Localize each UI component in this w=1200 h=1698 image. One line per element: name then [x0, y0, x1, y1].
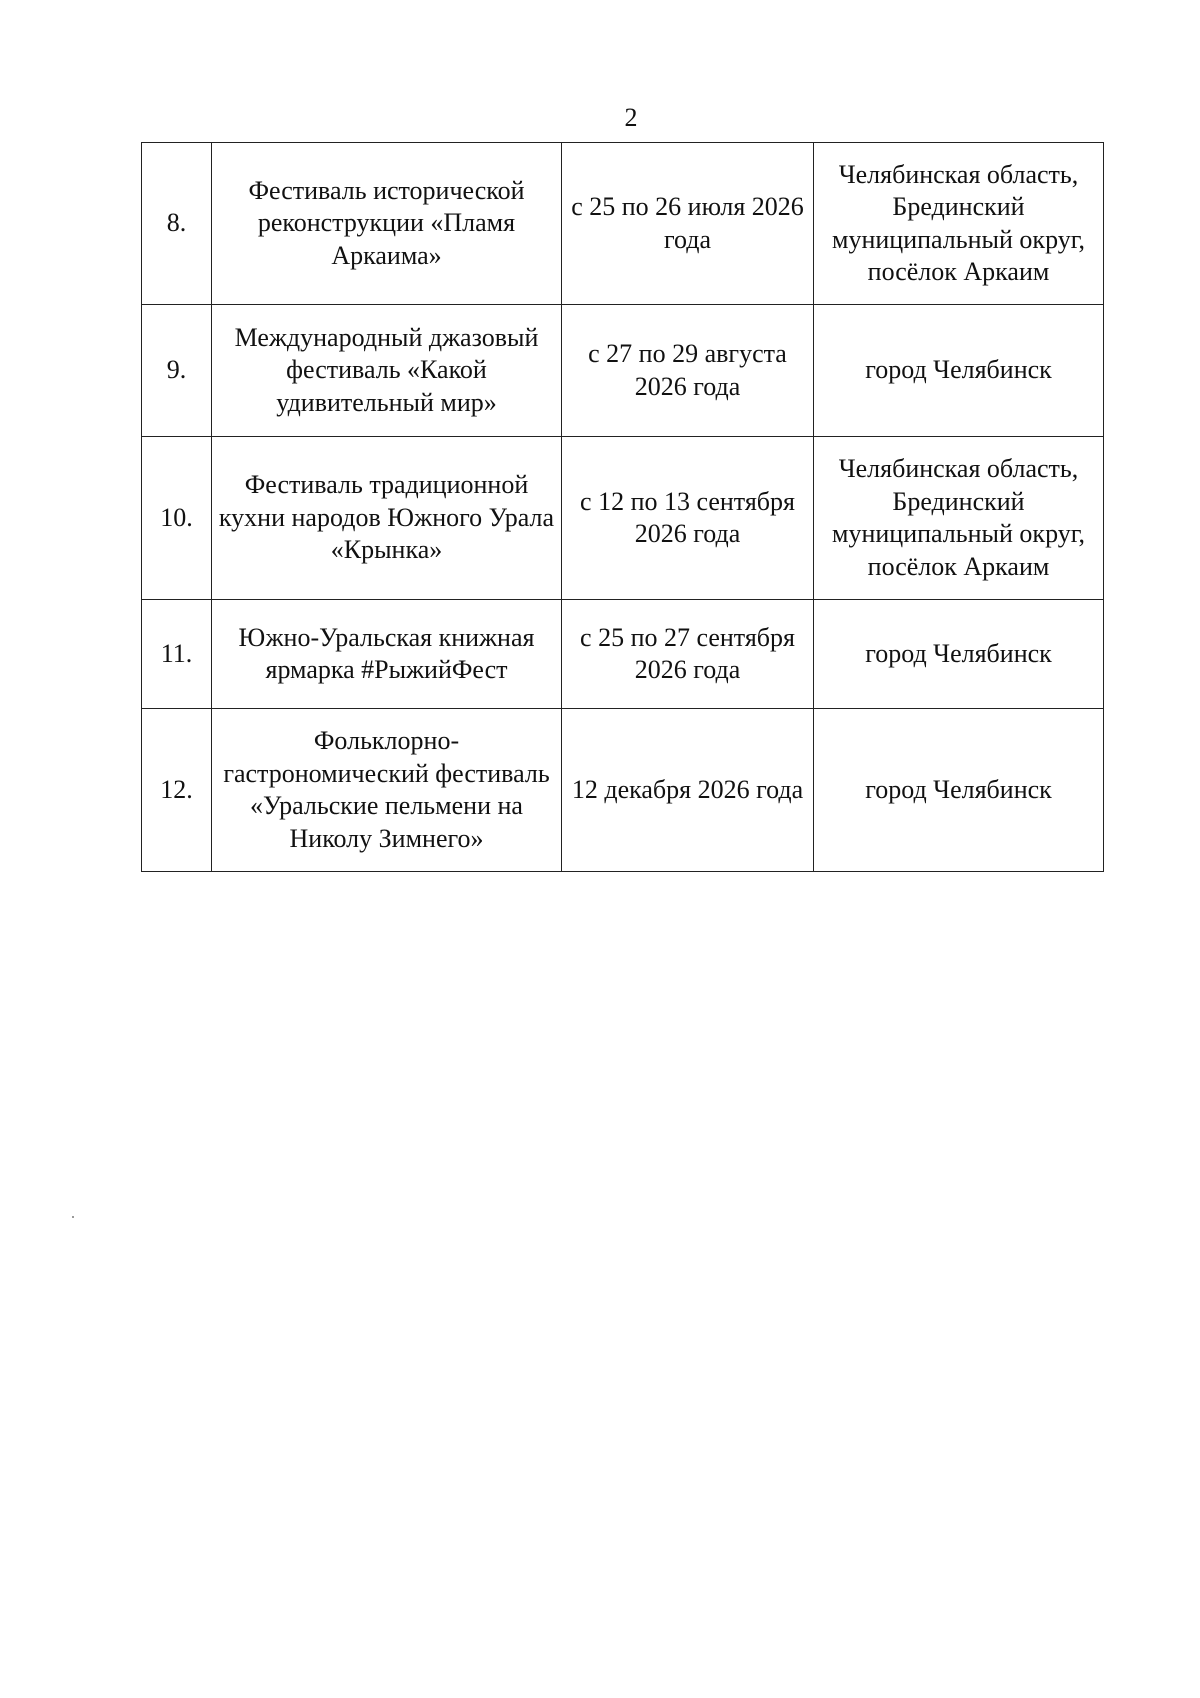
- event-name: Южно-Уральская книжная ярмарка #РыжийФест: [212, 600, 562, 709]
- table-row: [142, 437, 1104, 600]
- event-place: город Челябинск: [814, 305, 1104, 437]
- event-place: город Челябинск: [814, 600, 1104, 709]
- table-row: [142, 305, 1104, 437]
- event-date: с 25 по 27 сентября 2026 года: [562, 600, 814, 709]
- page-number: 2: [624, 103, 638, 132]
- event-number: 12.: [142, 709, 212, 872]
- event-place: Челябинская область, Брединский муниципальный округ, посёлок Аркаим: [814, 143, 1104, 305]
- table-row: [142, 600, 1104, 709]
- event-name: Фольклорно-гастрономический фестиваль «Уральские пельмени на Николу Зимнего»: [212, 709, 562, 872]
- event-name: Международный джазовый фестиваль «Какой удивительный мир»: [212, 305, 562, 437]
- scan-speck: [72, 1216, 74, 1218]
- event-number: 8.: [142, 143, 212, 305]
- event-date: с 25 по 26 июля 2026 года: [562, 143, 814, 305]
- event-name: Фестиваль исторической реконструкции «Пламя Аркаима»: [212, 143, 562, 305]
- table-row: [142, 709, 1104, 872]
- event-place: Челябинская область, Брединский муниципальный округ, посёлок Аркаим: [814, 437, 1104, 600]
- table-row: [142, 143, 1104, 305]
- event-number: 11.: [142, 600, 212, 709]
- event-date: с 27 по 29 августа 2026 года: [562, 305, 814, 437]
- event-name: Фестиваль традиционной кухни народов Южного Урала «Крынка»: [212, 437, 562, 600]
- event-place: город Челябинск: [814, 709, 1104, 872]
- event-date: с 12 по 13 сентября 2026 года: [562, 437, 814, 600]
- event-number: 10.: [142, 437, 212, 600]
- event-number: 9.: [142, 305, 212, 437]
- events-table: [141, 142, 1104, 872]
- event-date: 12 декабря 2026 года: [562, 709, 814, 872]
